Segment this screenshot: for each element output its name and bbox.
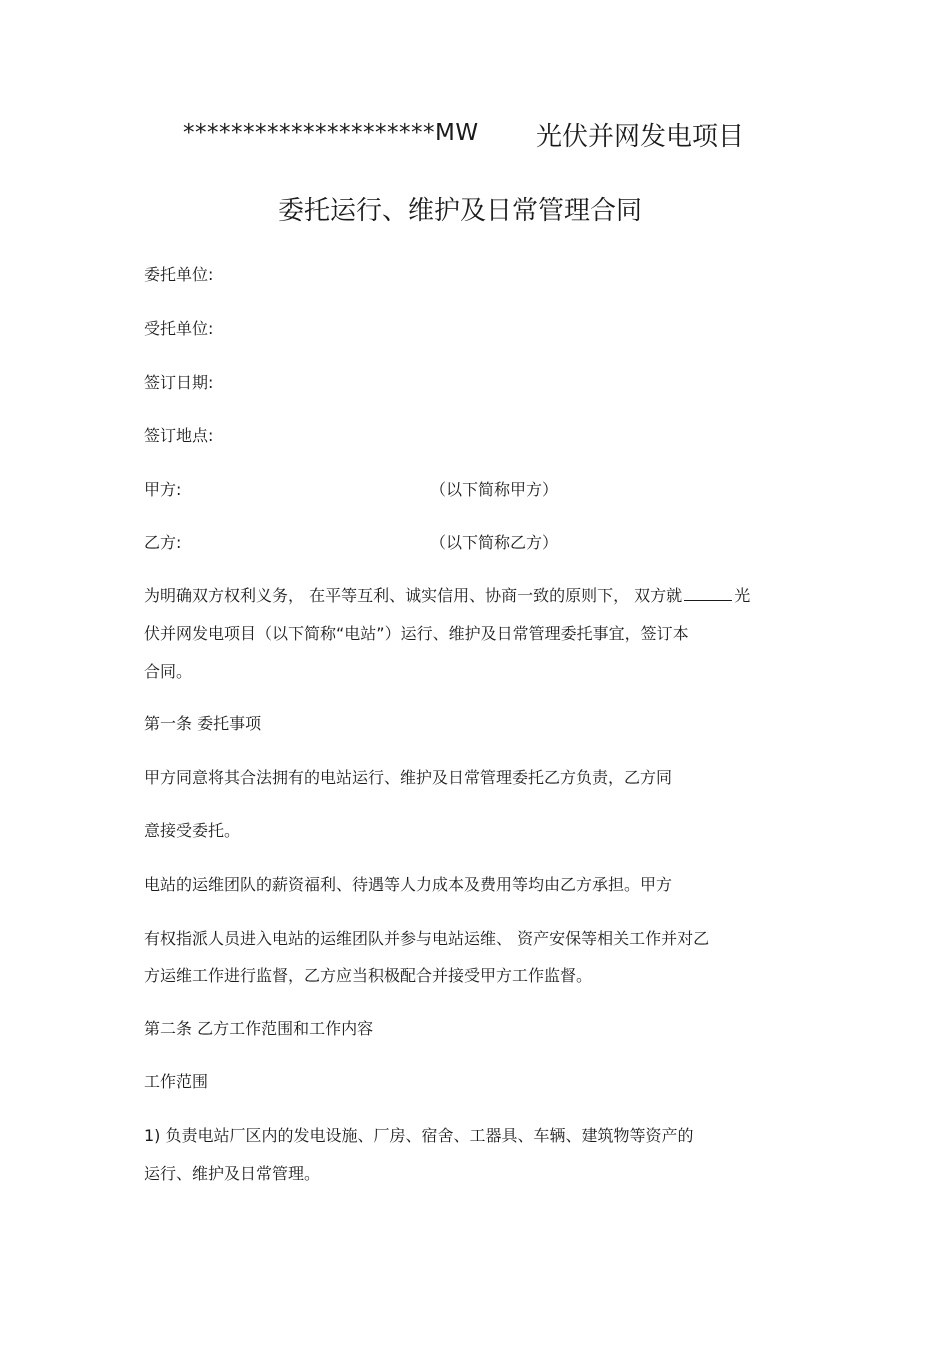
intro-text-1a: 为明确双方权利义务， 在平等互利、诚实信用、协商一致的原则下， 双方就 bbox=[144, 586, 683, 605]
article-1-heading: 第一条 委托事项 bbox=[144, 714, 262, 733]
article-2-item-1-line-1: 1) 负责电站厂区内的发电设施、厂房、宿舍、工器具、车辆、建筑物等资产的 bbox=[144, 1126, 694, 1145]
party-b-label: 乙方: bbox=[144, 533, 182, 552]
project-name-blank bbox=[684, 586, 732, 601]
article-2-heading: 第二条 乙方工作范围和工作内容 bbox=[144, 1019, 374, 1038]
article-1-p2-line-3: 方运维工作进行监督，乙方应当积极配合并接受甲方工作监督。 bbox=[144, 966, 593, 985]
intro-line-1 bbox=[144, 583, 750, 606]
article-1-p1-line-1: 甲方同意将其合法拥有的电站运行、维护及日常管理委托乙方负责，乙方同 bbox=[144, 768, 673, 787]
intro-line-3: 合同。 bbox=[144, 662, 193, 681]
party-a-label: 甲方: bbox=[144, 480, 182, 499]
article-1-p2-line-1: 电站的运维团队的薪资福利、待遇等人力成本及费用等均由乙方承担。甲方 bbox=[144, 875, 673, 894]
intro-line-2: 伏并网发电项目（以下简称“电站”）运行、维护及日常管理委托事宜，签订本 bbox=[144, 624, 689, 643]
party-a-note: （以下简称甲方） bbox=[430, 480, 559, 499]
capacity-placeholder: *********************MW bbox=[183, 120, 479, 146]
project-name: 光伏并网发电项目 bbox=[536, 122, 745, 152]
article-1-p1-line-2: 意接受委托。 bbox=[144, 821, 241, 840]
intro-text-1b: 光 bbox=[734, 586, 751, 605]
article-1-p2-line-2: 有权指派人员进入电站的运维团队并参与电站运维、 资产安保等相关工作并对乙 bbox=[144, 929, 710, 948]
document-subtitle: 委托运行、维护及日常管理合同 bbox=[277, 196, 642, 226]
date-field: 签订日期: bbox=[144, 373, 214, 392]
contractor-field: 受托单位: bbox=[144, 319, 214, 338]
party-b-note: （以下简称乙方） bbox=[430, 533, 559, 552]
article-2-subheading: 工作范围 bbox=[144, 1072, 209, 1091]
document-title bbox=[0, 116, 950, 156]
client-field: 委托单位: bbox=[144, 265, 214, 284]
place-field: 签订地点: bbox=[144, 426, 214, 445]
article-2-item-1-line-2: 运行、维护及日常管理。 bbox=[144, 1164, 321, 1183]
